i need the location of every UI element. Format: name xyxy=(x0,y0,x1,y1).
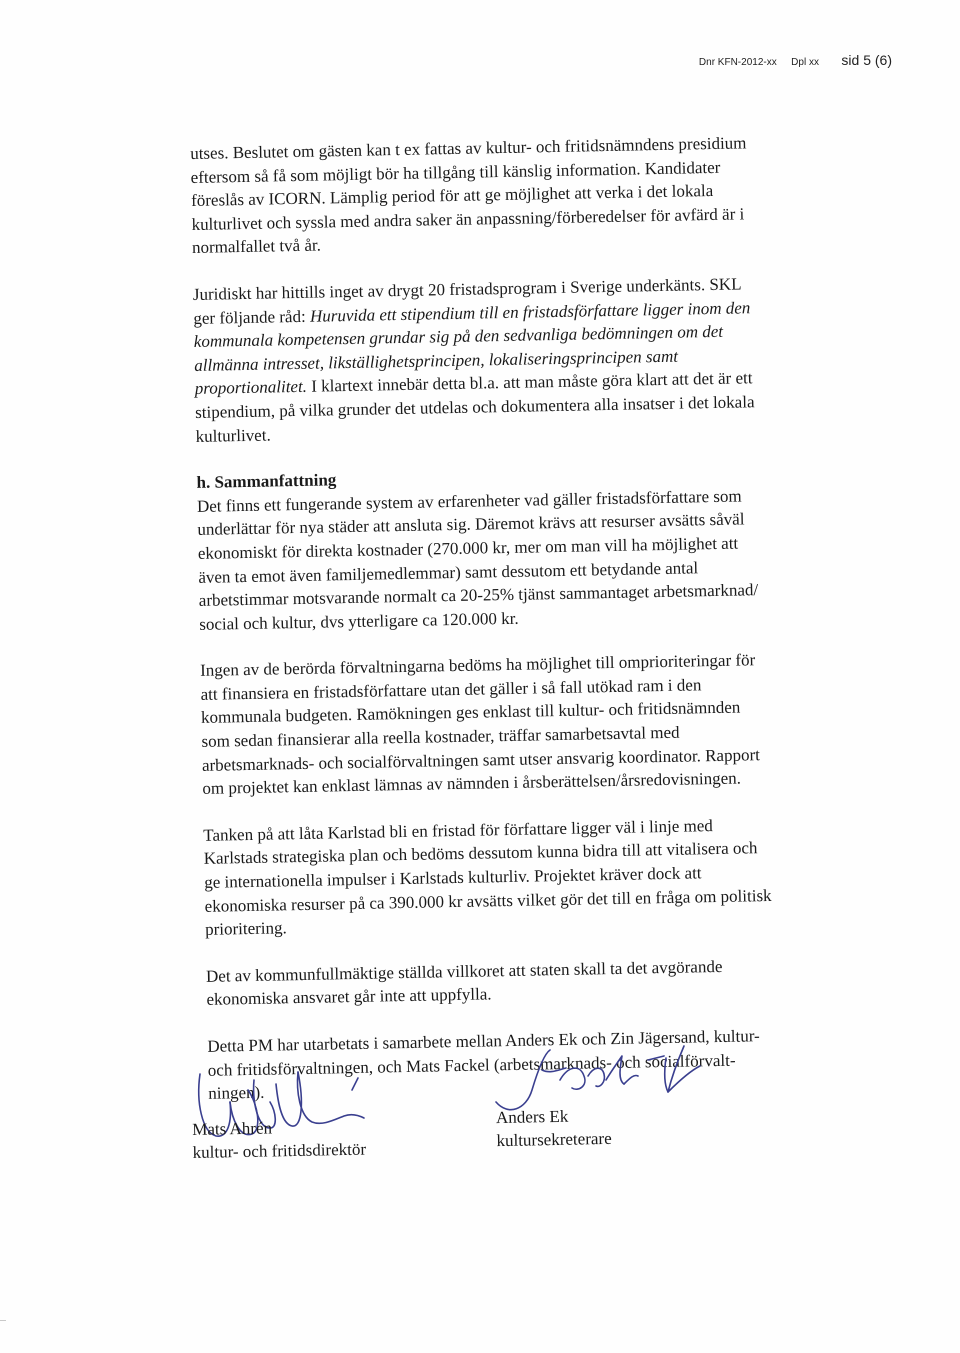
quote-span: proportionalitet. xyxy=(194,377,308,399)
document-body xyxy=(190,130,808,1105)
text-line: kulturlivet. xyxy=(195,425,271,446)
text-line: utses. Beslutet om gästen kan t ex fattas av kultur- och fritidsnämndens presidium xyxy=(190,133,747,163)
text-line: Det finns ett fungerande system av erfarenheter vad gäller fristadsförfattare som xyxy=(196,486,742,516)
signatory-title: kultursekreterare xyxy=(496,1128,612,1151)
text-line: ge internationella impulser i Karlstads kulturliv. Projektet kräver dock att xyxy=(204,863,702,892)
paragraph-legal xyxy=(193,271,796,448)
paragraph-budget xyxy=(200,648,803,801)
text-line: om projektet kan enklast lämnas av nämnden i årsberättelsen/årsredovisningen. xyxy=(202,768,742,799)
text-line: ekonomiska resurser på ca 390.000 kr avsätts vilket gör det till en fråga om politisk xyxy=(204,885,772,916)
text-line: kulturlivet och syssla med andra saker än anpassning/förberedelser för avfärd är i xyxy=(191,204,745,234)
signature-block xyxy=(190,1106,811,1198)
text-line: social och kultur, dvs ytterligare ca 120.000 kr. xyxy=(199,608,519,634)
text-line: även ta emot även familjemedlemmar) samt dessutom ett betydande antal xyxy=(198,557,699,587)
text-line: ningen). xyxy=(208,1082,265,1104)
paragraph-karlstad xyxy=(203,812,805,941)
text-line: ekonomiskt för direkta kostnader (270.000 kr, mer om man vill ha möjlighet att xyxy=(197,533,739,563)
quote-line: allmänna intresset, likställighetsprincipen, lokaliseringsprincipen samt xyxy=(194,346,679,375)
scan-edge-mark xyxy=(0,1320,6,1321)
text-line: Detta PM har utarbetats i samarbete mellan Anders Ek och Zin Jägersand, kultur- xyxy=(207,1026,760,1056)
page-number: sid 5 (6) xyxy=(841,52,892,68)
signatory-name: Anders Ek xyxy=(495,1106,569,1128)
text-line: Juridiskt har hittills inget av drygt 20 fristadsprogram i Sverige underkänts. SKL xyxy=(192,274,742,304)
text-line: arbetsmarknads- och socialförvaltningen samt utser ansvarig koordinator. Rapport xyxy=(201,744,761,775)
text-line: arbetstimmar motsvarande normalt ca 20-25% tjänst sammantaget arbetsmarknad/ xyxy=(198,580,759,611)
text-span: ger följande råd: xyxy=(193,306,311,328)
text-line: underlättar för nya städer att ansluta sig. Däremot krävs att resurser avsätts såväl xyxy=(197,509,745,540)
text-line: eftersom så få som möjligt bör ha tillgång till känslig information. Kandidater xyxy=(190,157,721,187)
quote-span: Huruvida ett stipendium till en fristadsförfattare ligger inom den xyxy=(309,297,751,326)
text-line: Karlstads strategiska plan och bedöms dessutom kunna bidra till att vitalisera och xyxy=(203,838,758,869)
text-line: stipendium, på vilka grunder det utdelas och dokumentera alla insatser i det lokala xyxy=(195,392,755,422)
text-line: att finansiera en fristadsförfattare utan det gäller i så fall utökad ram i den xyxy=(200,675,702,704)
quote-line: kommunala kompetensen grundar sig på den sedvanliga bedömningen om det xyxy=(193,321,724,352)
text-line: och fritidsförvaltningen, och Mats Fackel (arbetsmarknads- och socialförvalt- xyxy=(207,1050,736,1080)
signatory-title: kultur- och fritidsdirektör xyxy=(192,1139,367,1162)
page-header xyxy=(699,52,892,70)
text-line: Ingen av de berörda förvaltningarna bedöms ha möjlighet till omprioriteringar för xyxy=(199,650,756,681)
text-line: ekonomiska ansvaret går inte att uppfylla. xyxy=(206,984,492,1010)
text-line: normalfallet två år. xyxy=(191,235,322,258)
text-span: I klartext innebär detta bl.a. att man måste göra klart att det är ett xyxy=(306,368,753,397)
text-line: prioritering. xyxy=(204,918,287,940)
text-line: Tanken på att låta Karlstad bli en fristad för författare ligger väl i linje med xyxy=(203,815,713,845)
text-line: kommunala budgeten. Ramökningen ges enklast till kultur- och fritidsnämnden xyxy=(200,698,741,728)
document-plan-number: Dpl xx xyxy=(791,57,819,68)
section-heading: h. Sammanfattning xyxy=(196,470,337,493)
signatory-left xyxy=(192,1115,366,1164)
document-number: Dnr KFN-2012-xx xyxy=(698,57,777,68)
paragraph-summary xyxy=(197,483,800,636)
signatory-right xyxy=(496,1104,612,1152)
paragraph-icorn xyxy=(190,130,792,259)
text-line: Det av kommunfullmäktige ställda villkoret att staten skall ta det avgörande xyxy=(205,956,723,986)
text-line: föreslås av ICORN. Lämplig period för att ge möjlighet att verka i det lokala xyxy=(190,181,714,211)
text-line: som sedan finansierar alla reella kostnader, träffar samarbetsavtal med xyxy=(201,722,680,751)
signatory-name: Mats Ahrén xyxy=(192,1118,273,1139)
